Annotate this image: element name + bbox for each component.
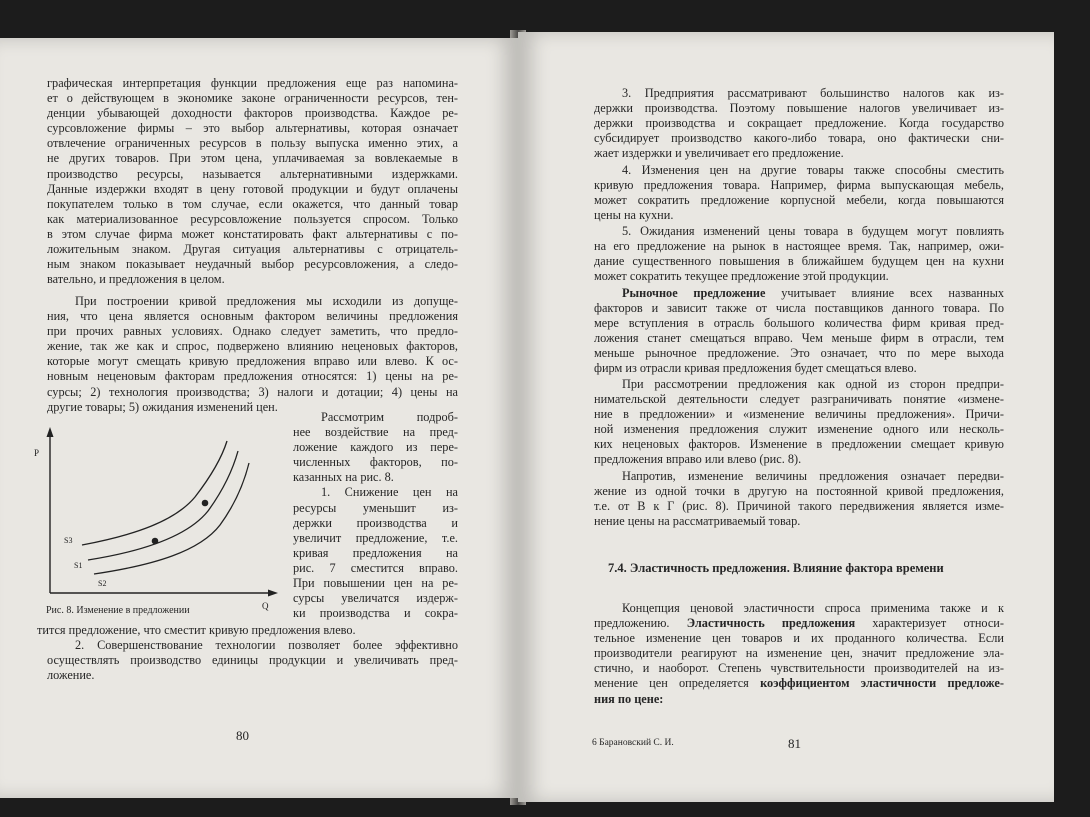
text-line [594,286,1004,301]
left-paragraph-1 [47,76,458,287]
bold-term: Эластичность предложения [686,616,856,631]
text-line: дание существенного повышения в ближайшем будущем цен на кухни [594,254,1004,269]
text-line: может сократить предложение корпусной мебели, когда повышаются [594,193,1004,208]
text-line: производители реагируют на изменение цен, значит предложение эла- [594,646,1004,661]
right-page [518,32,1054,802]
text-line: 5. Ожидания изменений цены товара в будущем могут повлиять [622,224,1004,238]
text-line: другие товары; 5) ожидания изменений цен. [47,399,278,414]
text-line [594,692,1004,707]
curve-label-s3: S3 [64,536,73,545]
text-line: сурсы; 2) технология производства; 3) налоги и дотации; 4) цены на [47,384,458,399]
text-line: кривую предложения товара. Например, фирма выпускающая мебель, [594,178,1004,193]
left-page [0,38,518,798]
y-axis-arrow [47,427,54,437]
curve-label-s1: S1 [74,561,83,570]
text-line: нение цены на рассматриваемый товар. [594,514,801,529]
right-paragraph-4 [594,286,1004,377]
text-line: ложительным знаком. Другая ситуация альтернативы с отрицатель- [47,242,458,257]
supply-curve-s3 [82,441,227,545]
point-v [152,538,159,545]
text-line: жение, так же как и спрос, подвержено влиянию неценовых факторов, [47,339,458,354]
text-line [594,616,1004,631]
section-heading: 7.4. Эластичность предложения. Влияние фактора времени [608,561,944,575]
text-line: 2. Совершенствование технологии позволяет более эффективно [75,638,458,653]
text-line: 4. Изменения цен на другие товары также способны сместить [622,163,1004,177]
page-number-left: 80 [236,728,249,743]
text-line: ресурсы уменьшит из- [293,500,458,515]
text-line: производство ресурсы, называется альтернативными издержками. [47,166,458,181]
text-line: осуществлять производство единицы продукции и увеличивать пред- [47,653,458,668]
supply-shift-figure [30,423,285,613]
text-line: тельное изменение цен товаров и их проданного количества. Если [594,631,1004,646]
text-line: ки производства и сокра- [293,606,458,621]
x-axis-arrow [268,590,278,597]
text-run: предложению. [594,616,687,631]
text-line: фирм из отрасли кривая предложения будет смещаться влево. [594,361,917,376]
text-line: вательно, и предложения в целом. [47,272,225,287]
text-line: нимательской деятельности следует разграничивать понятие «измене- [594,392,1004,407]
text-line: рис. 7 сместится вправо. [293,560,458,575]
text-line: ной изменения предложения служит изменение одного или несколь- [594,422,1004,437]
text-line: держки производства и [293,515,458,530]
text-run: характеризует относи- [855,616,1004,631]
text-line: на его предложение на рынок в настоящее время. Так, например, ожи- [594,239,1004,254]
text-line: ложения станет смещаться вправо. Чем меньше фирм в отрасли, тем [594,331,1004,346]
text-line: тится предложение, что сместит кривую предложения влево. [37,623,356,637]
text-line: мере вступления в отрасль большого количества фирм кривая пред- [594,316,1004,331]
text-line: кривая предложения на [293,545,458,560]
text-line: новным неценовым факторам предложения относятся: 1) цены на ре- [47,369,458,384]
text-line: жает издержки и увеличивает его предложение. [594,146,844,161]
right-paragraph-1 [594,86,1004,161]
text-line: 3. Предприятия рассматривают большинство налогов как из- [622,86,1004,100]
text-line: увеличит предложение, т.е. [293,530,458,545]
text-line: держки производства. Поэтому повышение налогов увеличивает из- [594,101,1004,116]
right-paragraph-5 [594,377,1004,468]
text-line: ложение. [47,668,95,683]
text-line: При повышении цен на ре- [293,576,458,591]
text-line: ложение каждого из пере- [293,440,458,455]
right-paragraph-3 [594,224,1004,284]
text-line: численных факторов, по- [293,455,458,470]
text-line: денции убывающей доходности факторов производства. Каждое ре- [47,106,458,121]
text-line: предложения вправо или влево (рис. 8). [594,452,802,467]
text-run: менение цен определяется [594,676,761,691]
text-line: стично, и наоборот. Степень чувствительности производителей на из- [594,661,1004,676]
text-line: 1. Снижение цен на [321,485,458,500]
bold-term: коэффициентом эластичности предложе- [760,676,1004,691]
text-line: ет о действующем в экономике законе ограниченности ресурсов, тен- [47,91,458,106]
text-line: т.е. от В к Г (рис. 8). Причиной такого передвижения является изме- [594,499,1004,514]
signature-note: 6 Барановский С. И. [592,738,674,748]
text-line: сурсовложение фирмы – это выбор альтернативы, которая означает [47,121,458,136]
left-paragraph-3 [37,623,458,683]
supply-curve-s2 [94,463,249,574]
text-run: учитывает влияние всех названных [765,286,1004,300]
text-line: в этом случае фирма может констатировать факт альтернативы с по- [47,226,458,241]
text-line [594,676,1004,691]
point-g [202,500,209,507]
bold-term: Рыночное предложение [622,286,766,300]
text-line: субсидирует производство какого-либо товара, оно фактически сни- [594,131,1004,146]
text-line: как материализованное ресурсовложение пользуется спросом. Только [47,211,458,226]
text-line: При построении кривой предложения мы исходили из допуще- [75,294,458,308]
text-line: Концепция ценовой эластичности спроса применима также и к [622,601,1004,615]
page-number-right: 81 [788,736,801,751]
text-line: факторов и зависит также от числа поставщиков данного товара. По [594,301,1004,316]
left-paragraph-2 [47,294,458,415]
text-line: меньше рыночное предложение. Это означает, что по мере выхода [594,346,1004,361]
text-line: отвлечение ограниченных ресурсов в пользу выпуска именно этих, а [47,136,458,151]
text-line: Рассмотрим подроб- [321,410,458,424]
text-line: может сократить текущее предложение этой продукции. [594,269,889,284]
right-paragraph-2 [594,163,1004,223]
text-line: Напротив, изменение величины предложения означает передви- [622,469,1004,483]
text-line: ких неценовых факторов. Изменение в предложении смещает кривую [594,437,1004,452]
text-line: ным знаком показывает неудачный выбор ресурсовложения, а следо- [47,257,458,272]
text-line: цены на кухни. [594,208,674,223]
text-line: при прочих равных условиях. Однако следует заметить, что предло- [47,324,458,339]
bold-term: ния по цене: [594,691,664,706]
text-line: ния, что цена является основным фактором величины предложения [47,309,458,324]
text-line: держки производства и сокращает предложение. Когда государство [594,116,1004,131]
curve-label-s2: S2 [98,579,107,588]
text-line: не других товаров. При этом цена, уплачиваемая за вовлекаемые в [47,151,458,166]
text-line: При рассмотрении предложения как одной из сторон предпри- [622,377,1004,391]
right-paragraph-6 [594,469,1004,529]
text-line: покупателем только в том случае, если окажется, что данный товар [47,196,458,211]
text-line: ние в предложении» и «изменение величины предложения». Причи- [594,407,1004,422]
y-axis-label: P [34,448,40,458]
text-line: нее воздействие на пред- [293,425,458,440]
text-line: которые могут смещать кривую предложения вправо или влево. К ос- [47,354,458,369]
text-line: Данные издержки входят в цену готовой продукции и будут оплачены [47,181,458,196]
text-line: сурсы увеличатся издерж- [293,591,458,606]
figure-caption: Рис. 8. Изменение в предложении [46,605,190,616]
x-axis-label: Q [262,601,269,611]
right-paragraph-7 [594,601,1004,707]
text-line: жение из одной точки в другую на постоянной кривой предложения, [594,484,1004,499]
text-line: казанных на рис. 8. [293,470,394,485]
left-side-text [293,410,458,621]
text-line: графическая интерпретация функции предложения еще раз напомина- [47,76,458,90]
